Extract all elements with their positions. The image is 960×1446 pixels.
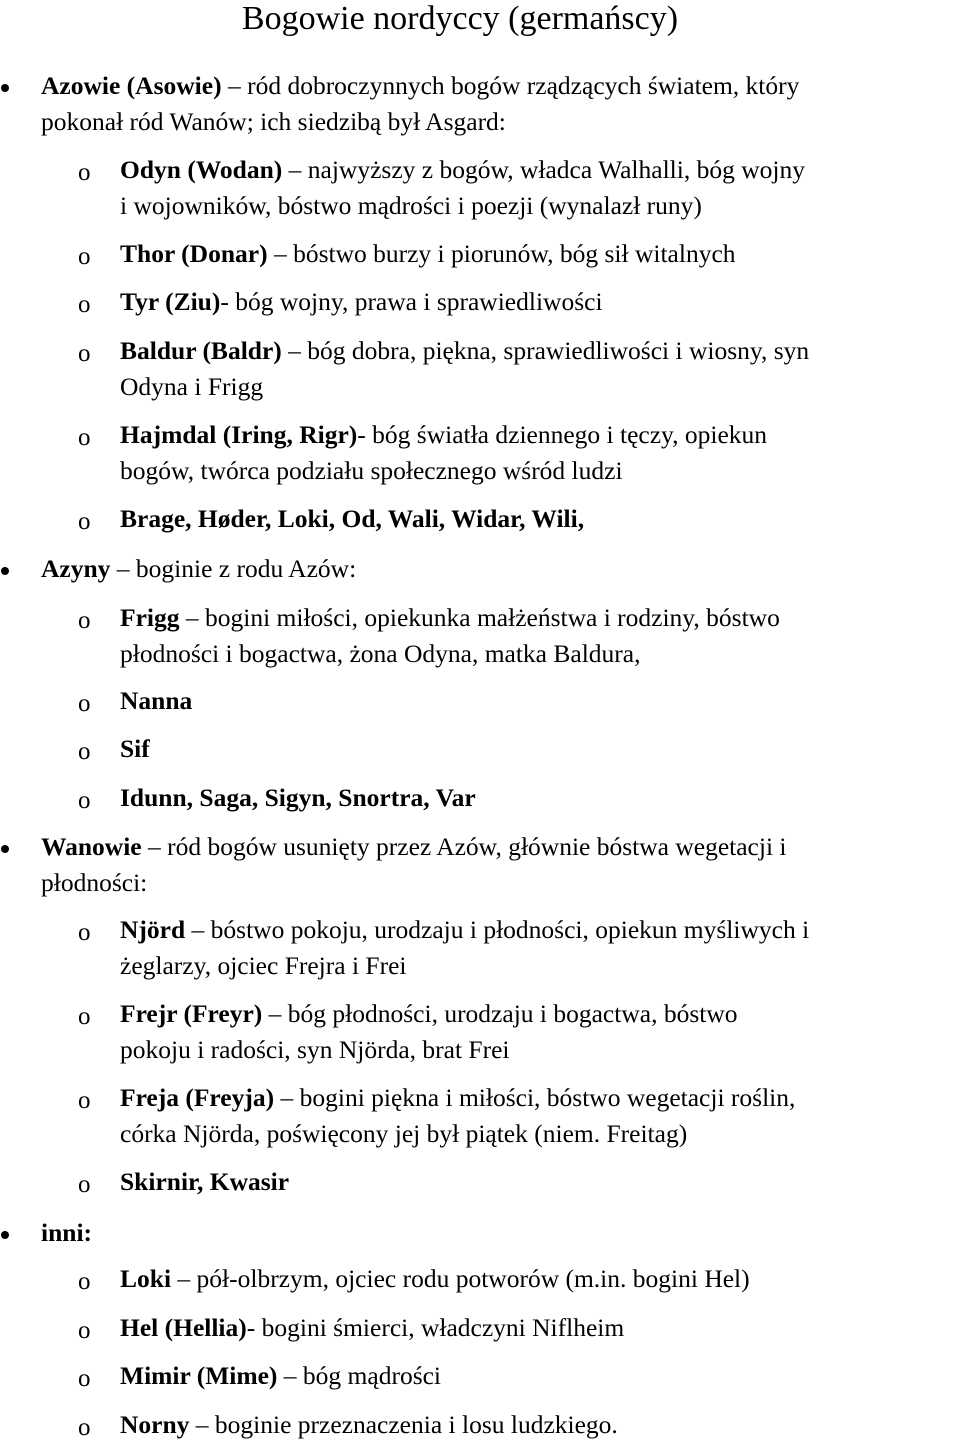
section-heading-bold: inni: <box>41 1218 93 1247</box>
list-item-line2: płodności i bogactwa, żona Odyna, matka Baldura, <box>120 639 641 668</box>
list-item-name: Frigg <box>120 603 180 632</box>
sub-bullet-marker: o <box>78 1003 91 1030</box>
sub-bullet-marker: o <box>78 607 91 634</box>
section-heading-bold: Wanowie <box>41 832 142 861</box>
list-item-line2: Odyna i Frigg <box>120 372 264 401</box>
list-item <box>120 912 809 948</box>
list-item-name: Thor (Donar) <box>120 239 268 268</box>
list-item-name: Odyn (Wodan) <box>120 155 283 184</box>
list-item-name: Tyr (Ziu) <box>120 287 221 316</box>
list-item-description: – bogini piękna i miłości, bóstwo wegetacji roślin, <box>274 1083 796 1112</box>
bullet-dot <box>1 845 9 853</box>
list-item-name: Baldur (Baldr) <box>120 336 282 365</box>
list-item <box>120 236 736 272</box>
list-item <box>120 284 603 320</box>
list-item-description: – bóg płodności, urodzaju i bogactwa, bóstwo <box>262 999 738 1028</box>
list-item-description: - bóg wojny, prawa i sprawiedliwości <box>220 287 603 316</box>
list-item-line2: pokoju i radości, syn Njörda, brat Frei <box>120 1035 510 1064</box>
list-item <box>120 333 809 369</box>
list-item-name: Freja (Freyja) <box>120 1083 275 1112</box>
bullet-dot <box>1 84 9 92</box>
list-item-description: – bogini miłości, opiekunka małżeństwa i rodziny, bóstwo <box>179 603 780 632</box>
sub-bullet-marker: o <box>78 1317 91 1344</box>
list-item <box>120 996 738 1032</box>
list-item-name: Loki <box>120 1264 172 1293</box>
section-heading-rest: – ród bogów usunięty przez Azów, głównie bóstwa wegetacji i <box>141 832 787 861</box>
list-item-line2: i wojowników, bóstwo mądrości i poezji (wynalazł runy) <box>120 191 702 220</box>
sub-bullet-marker: o <box>78 690 91 717</box>
list-item <box>120 1407 618 1443</box>
sub-bullet-marker: o <box>78 787 91 814</box>
list-item <box>120 683 192 719</box>
list-item-description: – bóg dobra, piękna, sprawiedliwości i wiosny, syn <box>281 336 810 365</box>
sub-bullet-marker: o <box>78 738 91 765</box>
list-item-name: Norny <box>120 1410 190 1439</box>
list-item <box>120 1080 795 1116</box>
section-heading <box>41 551 356 587</box>
list-item-description: - bóg światła dziennego i tęczy, opiekun <box>357 420 768 449</box>
list-item <box>120 780 476 816</box>
list-item-name: Njörd <box>120 915 186 944</box>
section-heading-bold: Azowie (Asowie) <box>41 71 222 100</box>
list-item-description: – najwyższy z bogów, władca Walhalli, bóg wojny <box>282 155 805 184</box>
list-item-line2: żeglarzy, ojciec Frejra i Frei <box>120 951 407 980</box>
section-heading-rest: – boginie z rodu Azów: <box>110 554 357 583</box>
sub-bullet-marker: o <box>78 1171 91 1198</box>
sub-bullet-marker: o <box>78 1268 91 1295</box>
list-item <box>120 1358 441 1394</box>
list-item-name: Brage, Høder, Loki, Od, Wali, Widar, Wili, <box>120 504 585 533</box>
bullet-dot <box>1 1231 9 1239</box>
sub-bullet-marker: o <box>78 1365 91 1392</box>
list-item-name: Frejr (Freyr) <box>120 999 263 1028</box>
sub-bullet-marker: o <box>78 243 91 270</box>
list-item <box>120 1310 624 1346</box>
list-item-description: – bóg mądrości <box>277 1361 442 1390</box>
list-item <box>120 731 150 767</box>
sub-bullet-marker: o <box>78 1414 91 1441</box>
list-item-description: – bóstwo burzy i piorunów, bóg sił witalnych <box>267 239 736 268</box>
section-heading <box>41 1215 92 1251</box>
sub-bullet-marker: o <box>78 424 91 451</box>
list-item <box>120 152 805 188</box>
section-heading <box>41 829 787 865</box>
bullet-dot <box>1 567 9 575</box>
section-heading-line2: płodności: <box>41 868 148 897</box>
list-item <box>120 1261 750 1297</box>
sub-bullet-marker: o <box>78 291 91 318</box>
list-item-description: - bogini śmierci, władczyni Niflheim <box>246 1313 625 1342</box>
list-item-line2: bogów, twórca podziału społecznego wśród ludzi <box>120 456 623 485</box>
list-item-name: Hel (Hellia) <box>120 1313 247 1342</box>
section-heading <box>41 68 799 104</box>
list-item-name: Hajmdal (Iring, Rigr) <box>120 420 358 449</box>
sub-bullet-marker: o <box>78 508 91 535</box>
list-item-description: – boginie przeznaczenia i losu ludzkiego. <box>189 1410 618 1439</box>
page-title: Bogowie nordyccy (germańscy) <box>241 0 679 37</box>
list-item <box>120 1164 289 1200</box>
list-item-line2: córka Njörda, poświęcony jej był piątek (niem. Freitag) <box>120 1119 688 1148</box>
sub-bullet-marker: o <box>78 919 91 946</box>
section-heading-bold: Azyny <box>41 554 111 583</box>
list-item <box>120 501 584 537</box>
section-heading-rest: – ród dobroczynnych bogów rządzących światem, który <box>221 71 800 100</box>
sub-bullet-marker: o <box>78 1087 91 1114</box>
sub-bullet-marker: o <box>78 159 91 186</box>
list-item <box>120 600 780 636</box>
list-item-name: Mimir (Mime) <box>120 1361 278 1390</box>
list-item-name: Nanna <box>120 686 193 715</box>
section-heading-line2: pokonał ród Wanów; ich siedzibą był Asgard: <box>41 107 506 136</box>
list-item-name: Sif <box>120 734 150 763</box>
list-item <box>120 417 767 453</box>
sub-bullet-marker: o <box>78 340 91 367</box>
list-item-name: Skirnir, Kwasir <box>120 1167 290 1196</box>
list-item-description: – pół-olbrzym, ojciec rodu potworów (m.in. bogini Hel) <box>171 1264 750 1293</box>
list-item-description: – bóstwo pokoju, urodzaju i płodności, opiekun myśliwych i <box>185 915 810 944</box>
list-item-name: Idunn, Saga, Sigyn, Snortra, Var <box>120 783 476 812</box>
